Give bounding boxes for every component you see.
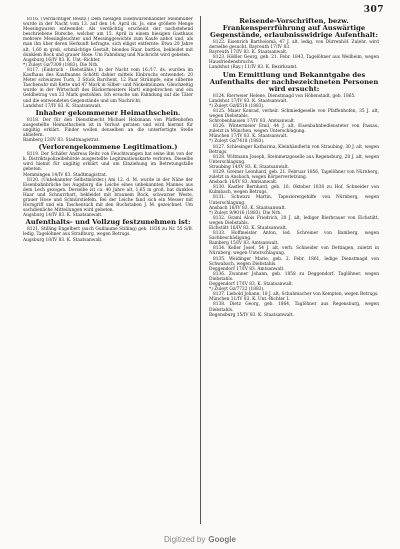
signature-line: Regensburg 15/IV 83. K. Staatsanwalt. (209, 312, 294, 318)
notice-paragraph: 8136. Zwanner Johann, geb. 1858 zu Deggendorf, Taglöhner, wegen Diebstahls. (209, 271, 379, 282)
signature-line: München 17/IV 83. K. Staatsanwalt. (209, 134, 288, 140)
notice-paragraph: 8137. Liebold Johann, 18 J. alt, Schuhmacher von Kempten, wegen Betrugs. (213, 292, 379, 298)
notice-paragraph: 8131. Schwarz Martin, Tapezierergehilfe von Nürnberg, wegen Unterschlagung. (209, 195, 379, 206)
signature-line: Eichstätt 16/IV 83. K. Staatsanwalt. (209, 226, 287, 231)
column-divider (200, 16, 201, 524)
signature-line: Bayreuth 17/IV 83. K. Staatsanwalt. (209, 50, 288, 56)
signature-line: Ansbach 16/IV 83. K. Staatsanwalt. (209, 205, 286, 211)
notice-paragraph: 8128. Wittmann Joseph, Steinmetzgeselle aus Regensburg, 28 J. alt, wegen Unterschlagung. (209, 154, 379, 165)
notice-paragraph: 8117. (Einbruch - Diebstähle.) In der Nacht vom 16./17. ds. wurden im Kaufhaus des Kaufmanns Schöttl dahier mittels Einbruchs entwendet: 20 Meter schwarzes Tuch, 3 Stück Barchent, 12 Paar Strümpfe, eine silberne Taschenuhr mit Kette und 47 Mark in Silber- und Nickelmünzen. Gleichzeitig wurde in der Wirtschaft des Bäckermeisters Hartl eingebrochen und ein Geldbetrag von 23 Mark gestohlen. Ich ersuche um Fahndung auf die Täter und die entwendeten Gegenstände und um Nachricht. (23, 67, 193, 104)
section-heading: Reisende-Vorschriften, bezw. Frankensperrführung auf Auswärtige Gegenstände, erlaubnisswidrige Aufenthalt: (210, 17, 378, 39)
notice-paragraph: 8133. Hoffmeister Anton, led. Schreiner von Bamberg, wegen Sachbeschädigung. (209, 231, 379, 242)
notice-paragraph: 8138. Dietz Georg, geb. 1864, Taglöhner aus Regensburg, wegen Diebstahls. (209, 302, 379, 313)
left-column (23, 17, 193, 517)
notice-paragraph: 8126. Wintermeier Emil, 44 J. alt, Eisenbahnbediensteter von Passau, zuletzt in München, wegen Unterschlagung. (209, 124, 379, 135)
notice-paragraph: 8122. Eisenrich Bartholomä, 47 J. alt, ledig, von Dürrenhöf. Zulehr. wird derselbe gesucht. Bayreuth 17/IV 83. (209, 40, 379, 51)
signature-line: Augsburg 14/IV 83. K. Staatsanwalt. (23, 213, 103, 219)
signature-line: München 11/IV 83. K. Unt.-Richter I. (209, 297, 290, 303)
signature-line: *) Zuleyt Gz/7418 (1883). (209, 139, 265, 145)
notice-paragraph: 8121. Stilling Engelbert (auch Guillaume Stilling) geb. 1836 zu Nr. 55 S/B. ledig, Tagelöhner aus Straßburg, wegen Betrugs. (23, 227, 193, 238)
notice-paragraph: 8120. (Unbekannter Selbstmörder.) Am 12. d. M. wurde in der Nähe der Eisenbahnbrücke bei Augsburg die Leiche eines unbekannten Mannes aus dem Lech gezogen. Derselbe ist ca. 40 Jahre alt, 1,65 m groß, hat dunkles Haar und Schnurrbart, bekleidet mit braunem Rock, schwarzer Weste, grauer Hose und Schnürstiefeln. Bei der Leiche fand sich ein Messer mit Horngriff und ein Taschentuch mit den Buchstaben J. M. gezeichnet. Um sachdienliche Mitteilungen wird gebeten. (23, 177, 193, 214)
signature-line: Bamberg 13/IV 83. Stadtmagistrat. (23, 138, 100, 144)
signature-line: Schrobenhausen 17/IV 83. Amtsanwalt. (209, 119, 296, 125)
signature-line: Bamberg 15/IV 83. Amtsanwalt. (209, 241, 279, 247)
right-column (209, 17, 379, 517)
signature-line: Landshut 17/IV 83. K. Staatsanwalt. (209, 98, 288, 104)
notice-paragraph: 8119. Der Schäfer Andreas Reitz von Feuchtwangen hat seine ihm von der k. Distriktspolizeibehörde ausgestellte Legitimationskarte verloren. Dieselbe wird hiemit für ungiltig erklärt und um Einziehung im Betretungsfalle gebeten. (23, 152, 193, 173)
digitization-footer (0, 535, 400, 544)
signature-line: *) Zuleyt Gz/7722 (1883). (209, 287, 265, 293)
notice-paragraph: 8134. Keller Josef, 54 J. alt, verh. Schneider von Dettingen, zuletzt in Nürnberg, wegen Unterschlagung. (209, 246, 379, 257)
section-heading: Um Ermittlung und Bekanntgabe des Aufenthalts der nachbezeichneten Personen wird ersucht: (209, 70, 379, 93)
notice-paragraph: 8123. Hößler Georg, geb. 21. Febr. 1843, Tagelöhner aus Weilheim, wegen Hausfriedensbruchs. (209, 55, 379, 66)
page-number: 307 (363, 5, 384, 15)
signature-line: Deggendorf 17/IV 83. K. Staatsanwalt. (209, 282, 294, 288)
google-logo-text: Google (208, 535, 236, 544)
signature-line: *) Zuleyt 9/9016 (1883). Die Nrb. (209, 210, 282, 216)
notice-paragraph: 8135. Weidinger Marie, geb. 2. Febr. 1861, ledige Dienstmagd von Schwabach, wegen Diebstahls. (209, 256, 379, 267)
signature-line: Landshut 17/IV 83. K. Staatsanwalt. (23, 103, 102, 109)
signature-line: Memmingen 14/IV 83. Stadtmagistrat. (23, 172, 108, 178)
notice-paragraph: 8116. (Verdächtiger Besitz.) Dem hiesigen Eisenwarenhändler Steinmüller wurde in der Nacht vom 13. auf den 14. April ds. Js. eine größere Menge Messingwaren entwendet. Als verdächtig erscheint der nachstehend beschriebene Bursche, welcher am 15. April in einem hiesigen Gasthaus mehrere Messingleuchter und Messinggewichte zum Kaufe anbot und, als man ihn über deren Herkunft befragte, sich eiligst entfernte: Etwa 20 Jahre alt, 1,60 m groß, schmächtige Gestalt, blondes Haar, bartlos, bekleidet mit dunklem Rock und grauer Hose. Um Fahndung und Nachricht wird gebeten. (23, 17, 193, 58)
digitized-by-label: Digitized by (164, 535, 206, 544)
signature-line: Straubing 14/IV 83. K. Staatsanwalt. (209, 164, 290, 170)
signature-line: Deggendorf 17/IV 83. Amtsanwalt. (209, 266, 285, 272)
notice-paragraph: 8125. Maier Konrad, verheir. Schmiedgeselle von Pfaffenhofen, 35 J. alt, wegen Diebstahls. (209, 108, 379, 119)
notice-paragraph: 8127. Schlesinger Katharina, Kleinhändlerin von Straubing, 30 J. alt, wegen Betrugs. (209, 144, 379, 155)
signature-line: Augsburg 16/IV 83. K. Unt.-Richter. (23, 57, 101, 63)
signature-line: *) Zuleyt Gz/7309 (1883). Die Nrb. (23, 62, 99, 68)
notice-paragraph: 8124. Rierweier Helene, Dienstmagd von Höhenstadt, geb. 1865. (213, 93, 356, 99)
notice-paragraph: 8132. Graml Alois Friedrich, 20 J. alt, lediger Bierbrauer von Eichstätt, wegen Diebstahls. (209, 215, 379, 226)
notice-paragraph: 8129. Greiner Leonhard, geb. 21. Februar 1856, Tagelöhner von Nürnberg, zuletzt in Ansbach, wegen Körperverletzung. (209, 169, 379, 181)
section-heading: Aufenthalts- und Vollzug festzunehmen ist: (25, 218, 191, 227)
signature-line: *) Zuleyt Gz/6518 (1883). (209, 103, 265, 109)
section-heading: Inhaber gekommener Heimathschein. (35, 108, 181, 117)
signature-line: Augsburg 18/IV 83. K. Staatsanwalt. (23, 237, 103, 243)
signature-line: Landshut (Bay.) 11/IV 83. K. Bezirksamt. (209, 65, 298, 71)
signature-line: Ansbach 16/IV 83. Amtsanwalt. (209, 180, 278, 186)
notice-paragraph: 8130. Kastler Bernhard, geb. 16. Oktober 1838 zu Hof, Schneider von Kulmbach, wegen Betrugs. (209, 185, 379, 196)
notice-paragraph: 8118. Der für den Dienstknecht Michael Holzmann von Pfaffenhofen ausgestellte Heimathschein ist in Verlust geraten und wird hiermit für ungiltig erklärt. Finder wollen denselben an die unterfertigte Stelle abliefern. (23, 117, 193, 138)
section-heading: (Verlorengekommene Legitimation.) (38, 143, 178, 152)
